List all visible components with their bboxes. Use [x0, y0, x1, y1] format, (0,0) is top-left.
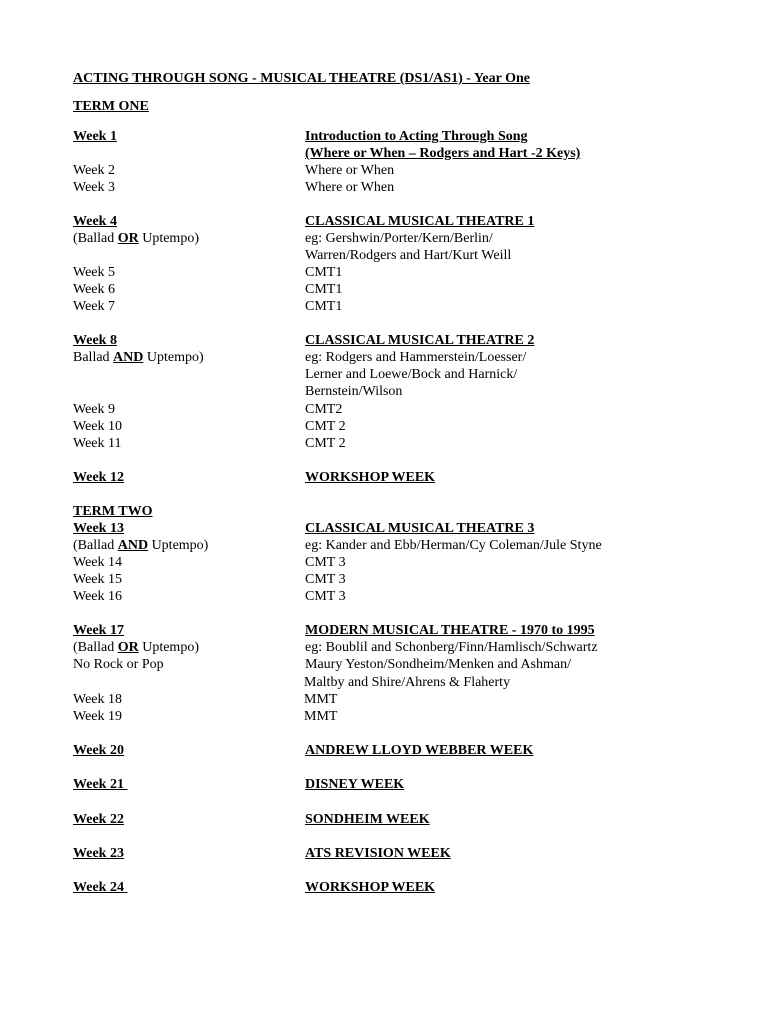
session-topic: CMT 3	[305, 589, 346, 604]
style-note-suffix: Uptempo)	[138, 640, 199, 655]
session-topic: MMT	[304, 692, 338, 707]
schedule-row-week-15	[73, 571, 733, 588]
week-label: Week 6	[73, 282, 116, 297]
week-label: Week 10	[73, 419, 123, 434]
week-label: Week 18	[73, 692, 123, 707]
session-topic: CLASSICAL MUSICAL THEATRE 3	[305, 521, 535, 536]
session-topic: CMT 2	[305, 419, 346, 434]
schedule-row-week-17-detail	[73, 639, 733, 656]
session-topic: CLASSICAL MUSICAL THEATRE 1	[305, 214, 535, 229]
session-topic: DISNEY WEEK	[305, 777, 405, 792]
schedule-row-week-9	[73, 401, 733, 418]
week-label: Week 11	[73, 436, 122, 451]
session-topic: CMT 2	[305, 436, 346, 451]
session-topic: CMT 3	[305, 555, 346, 570]
schedule-row-week-8-detail	[73, 349, 733, 366]
schedule-row-week-10	[73, 418, 733, 435]
session-topic: CLASSICAL MUSICAL THEATRE 2	[305, 333, 535, 348]
schedule-row-week-11	[73, 435, 733, 452]
style-note-emphasis: OR	[117, 640, 139, 655]
week-label: Week 5	[73, 265, 116, 280]
schedule-row-week-1	[73, 128, 733, 145]
style-note	[73, 230, 199, 247]
week-label: Week 19	[73, 709, 123, 724]
session-topic: CMT2	[305, 402, 343, 417]
session-topic: WORKSHOP WEEK	[305, 470, 436, 485]
style-note-emphasis: AND	[113, 350, 144, 365]
schedule-row-week-3	[73, 179, 733, 196]
week-label: Week 17	[73, 623, 124, 638]
schedule-row-week-6	[73, 281, 733, 298]
schedule-row-week-17-detail-3	[73, 674, 733, 691]
schedule-row-week-19	[73, 708, 733, 725]
session-topic: Where or When	[305, 180, 395, 195]
schedule-row-week-17	[73, 622, 733, 639]
session-topic: ATS REVISION WEEK	[305, 846, 451, 861]
session-topic: CMT 3	[305, 572, 346, 587]
week-label: Week 7	[73, 299, 116, 314]
style-note-emphasis: OR	[117, 231, 139, 246]
session-topic-detail: (Where or When – Rodgers and Hart -2 Keys)	[305, 146, 581, 161]
schedule-row-week-12	[73, 469, 733, 486]
schedule-row-week-22	[73, 811, 733, 828]
style-note-suffix: Uptempo)	[138, 231, 199, 246]
schedule-row-week-17-detail-2	[73, 656, 733, 673]
week-label: Week 14	[73, 555, 123, 570]
week-label: Week 2	[73, 163, 116, 178]
term-one-heading: TERM ONE	[73, 99, 149, 114]
session-topic: WORKSHOP WEEK	[305, 880, 436, 895]
session-topic: MMT	[304, 709, 338, 724]
document-title: ACTING THROUGH SONG - MUSICAL THEATRE (DS1/AS1) - Year One	[73, 71, 530, 86]
schedule-row-week-4-detail-2	[73, 247, 733, 264]
week-label: Week 22	[73, 812, 124, 827]
schedule-row-week-21	[73, 776, 733, 793]
style-note	[73, 639, 199, 656]
schedule-row-week-1-detail	[73, 145, 733, 162]
composer-examples: Bernstein/Wilson	[305, 384, 403, 399]
schedule-row-week-16	[73, 588, 733, 605]
session-topic: Where or When	[305, 163, 395, 178]
style-note-prefix: (Ballad	[73, 640, 118, 655]
style-note-prefix: (Ballad	[73, 231, 118, 246]
week-label: Week 3	[73, 180, 116, 195]
document-title-row	[73, 70, 733, 87]
schedule-row-week-18	[73, 691, 733, 708]
composer-examples: eg: Kander and Ebb/Herman/Cy Coleman/Jule Styne	[305, 538, 602, 553]
style-note	[73, 537, 208, 554]
style-note-emphasis: AND	[117, 538, 149, 553]
composer-examples: Maltby and Shire/Ahrens & Flaherty	[304, 675, 511, 690]
session-topic: CMT1	[305, 265, 343, 280]
schedule-row-week-24	[73, 879, 733, 896]
style-note-prefix: (Ballad	[73, 538, 118, 553]
schedule-row-week-2	[73, 162, 733, 179]
schedule-row-week-23	[73, 845, 733, 862]
week-label: Week 24	[73, 880, 128, 895]
schedule-row-week-4	[73, 213, 733, 230]
style-note-suffix: Uptempo)	[148, 538, 209, 553]
style-note-prefix: Ballad	[73, 350, 114, 365]
composer-examples: eg: Rodgers and Hammerstein/Loesser/	[305, 350, 527, 365]
session-topic: Introduction to Acting Through Song	[305, 129, 528, 144]
term-two-heading: TERM TWO	[73, 504, 153, 519]
week-label: Week 21	[73, 777, 128, 792]
style-note-suffix: Uptempo)	[143, 350, 204, 365]
composer-examples: Maury Yeston/Sondheim/Menken and Ashman/	[305, 657, 571, 672]
week-label: Week 8	[73, 333, 117, 348]
schedule-row-week-5	[73, 264, 733, 281]
composer-examples: Warren/Rodgers and Hart/Kurt Weill	[305, 248, 512, 263]
week-label: Week 4	[73, 214, 117, 229]
week-label: Week 15	[73, 572, 123, 587]
session-topic: SONDHEIM WEEK	[305, 812, 430, 827]
schedule-row-week-8-detail-3	[73, 383, 733, 400]
schedule-row-week-8	[73, 332, 733, 349]
schedule-row-week-20	[73, 742, 733, 759]
composer-examples: eg: Boublil and Schonberg/Finn/Hamlisch/Schwartz	[305, 640, 598, 655]
week-label: Week 9	[73, 402, 116, 417]
week-label: Week 13	[73, 521, 124, 536]
style-note	[73, 349, 204, 366]
session-topic: MODERN MUSICAL THEATRE - 1970 to 1995	[305, 623, 595, 638]
week-label: Week 23	[73, 846, 124, 861]
schedule-row-week-4-detail	[73, 230, 733, 247]
term-two-heading-row	[73, 503, 733, 520]
composer-examples: Lerner and Loewe/Bock and Harnick/	[305, 367, 518, 382]
session-topic: CMT1	[305, 299, 343, 314]
composer-examples: eg: Gershwin/Porter/Kern/Berlin/	[305, 231, 493, 246]
schedule-row-week-7	[73, 298, 733, 315]
session-topic: ANDREW LLOYD WEBBER WEEK	[305, 743, 534, 758]
schedule-row-week-8-detail-2	[73, 366, 733, 383]
schedule-row-week-14	[73, 554, 733, 571]
schedule-row-week-13-detail	[73, 537, 733, 554]
schedule-row-week-13	[73, 520, 733, 537]
session-topic: CMT1	[305, 282, 343, 297]
week-label: Week 1	[73, 129, 117, 144]
week-label: Week 16	[73, 589, 123, 604]
term-one-heading-row	[73, 98, 733, 115]
week-label: Week 12	[73, 470, 124, 485]
genre-restriction: No Rock or Pop	[73, 657, 164, 672]
week-label: Week 20	[73, 743, 124, 758]
